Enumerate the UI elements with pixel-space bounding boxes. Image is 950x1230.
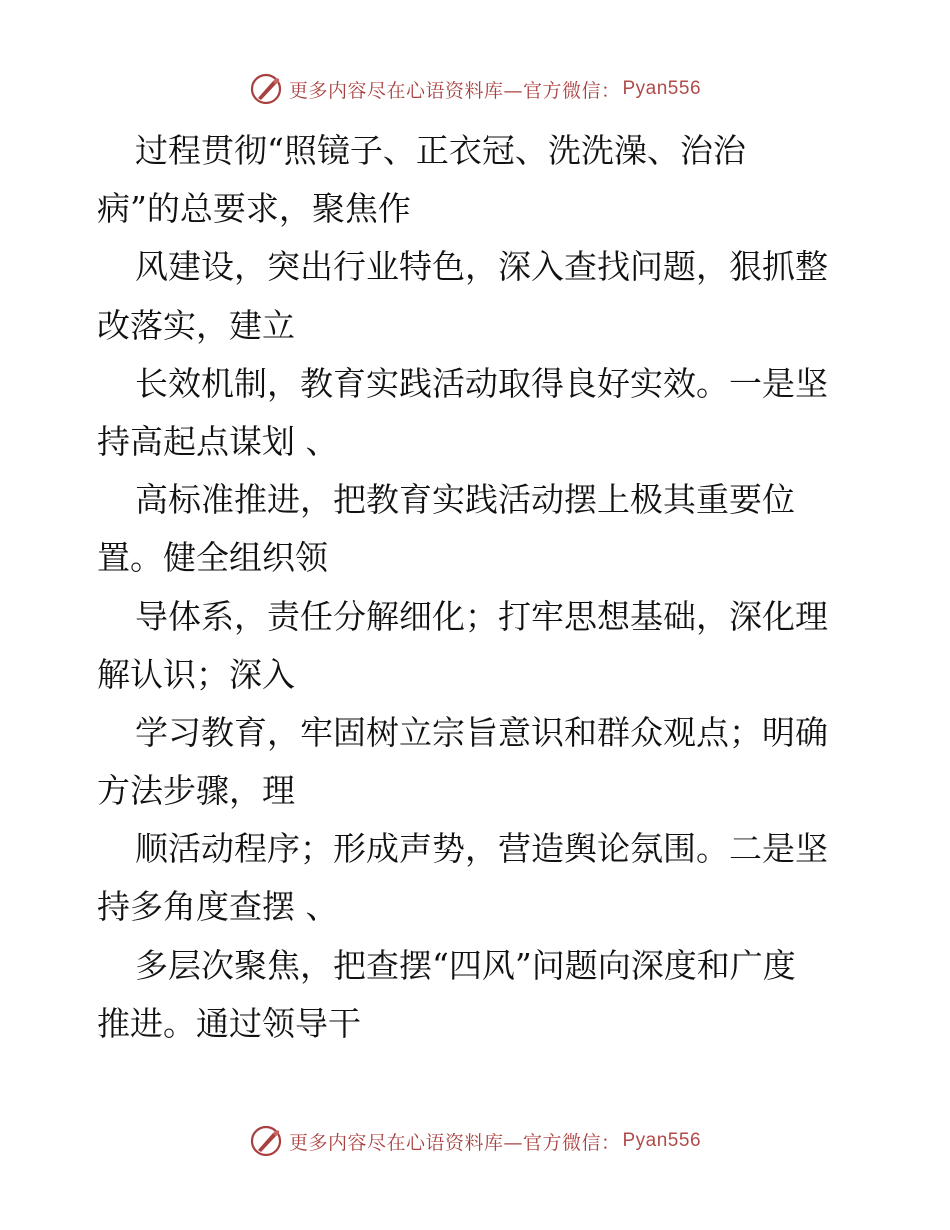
body-line: 顺活动程序；形成声势，营造舆论氛围。二是坚: [135, 829, 828, 869]
body-line: 风建设，突出行业特色，深入查找问题，狠抓整: [135, 247, 828, 287]
body-line: 持多角度查摆 、: [97, 887, 339, 927]
footer-watermark: [0, 1124, 950, 1158]
body-line: 学习教育，牢固树立宗旨意识和群众观点；明确: [135, 712, 828, 752]
quill-pen-logo-icon: [249, 72, 283, 106]
body-line: 解认识；深入: [97, 654, 295, 694]
body-line: 改落实，建立: [97, 305, 295, 345]
body-line: 方法步骤，理: [97, 771, 295, 811]
body-line: 高标准推进，把教育实践活动摆上极其重要位: [135, 480, 795, 520]
document-body: [97, 122, 857, 1053]
header-watermark: [0, 72, 950, 106]
body-line: 长效机制，教育实践活动取得良好实效。一是坚: [135, 363, 828, 403]
body-line: 持高起点谋划 、: [97, 421, 339, 461]
body-line: 病”的总要求，聚焦作: [97, 189, 411, 229]
body-line: 推进。通过领导干: [97, 1003, 361, 1043]
watermark-text: 更多内容尽在心语资料库—官方微信：: [288, 79, 621, 102]
quill-pen-logo-icon: [249, 1124, 283, 1158]
body-line: 过程贯彻“照镜子、正衣冠、洗洗澡、治治: [135, 131, 746, 170]
watermark-text: 更多内容尽在心语资料库—官方微信：: [288, 1131, 621, 1154]
body-line: 多层次聚焦，把查摆“四风”问题向深度和广度: [135, 945, 796, 985]
watermark-wechat-id: Pyan556: [622, 1130, 702, 1151]
body-line: 置。健全组织领: [97, 538, 328, 578]
watermark-wechat-id: Pyan556: [622, 78, 702, 99]
body-line: 导体系，责任分解细化；打牢思想基础，深化理: [135, 596, 828, 636]
